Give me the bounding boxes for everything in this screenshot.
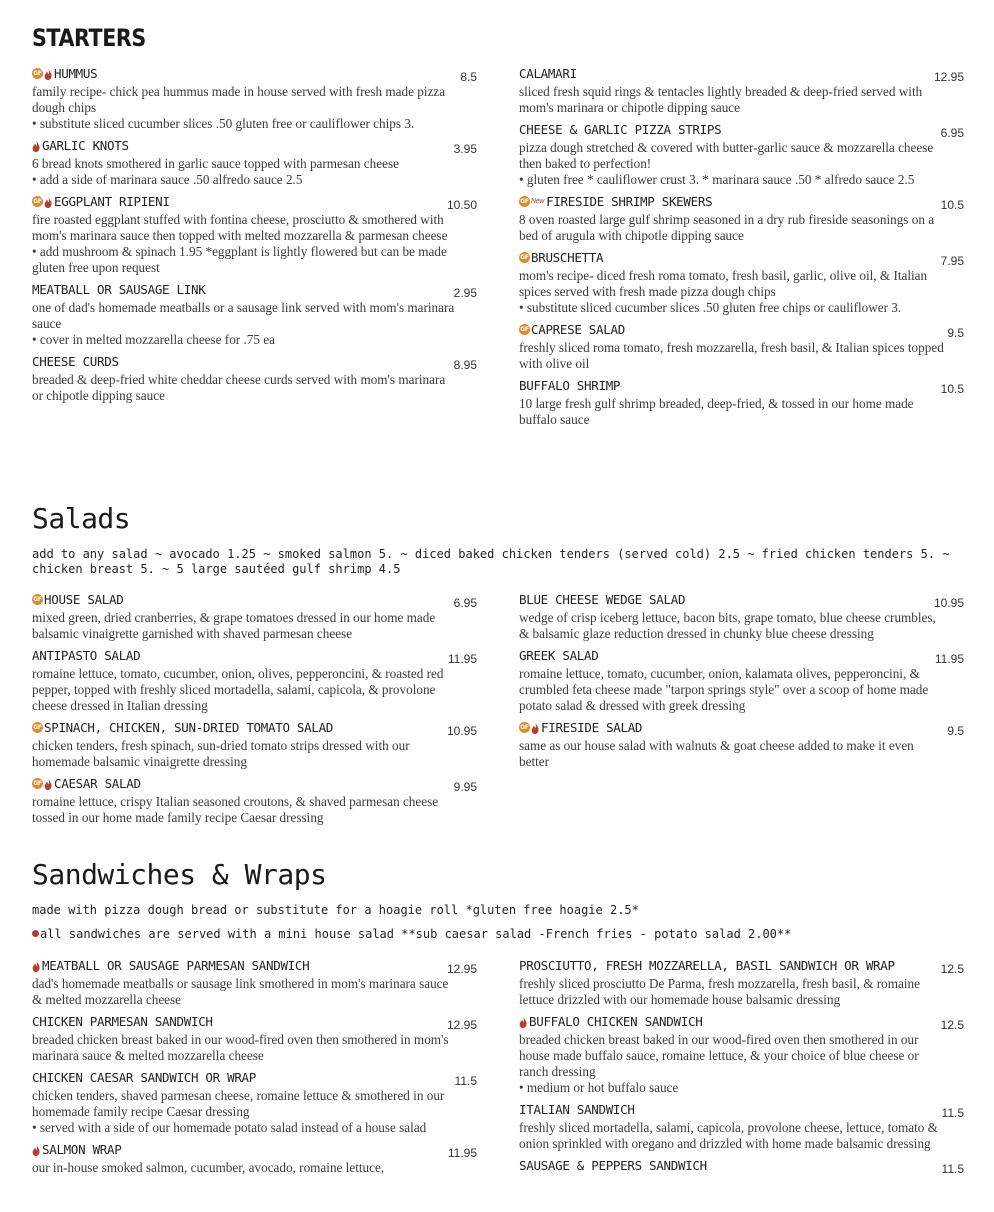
menu-item (519, 1014, 964, 1096)
menu-item (519, 1158, 964, 1174)
menu-item-name-text: EGGPLANT RIPIENI (54, 194, 170, 209)
fire-icon (531, 722, 539, 734)
menu-item-header (519, 378, 964, 394)
menu-item (519, 378, 964, 428)
sandwiches-heading: Sandwiches & Wraps (32, 858, 327, 891)
menu-item-name-text: HUMMUS (54, 66, 98, 81)
menu-item (519, 66, 964, 116)
menu-item (519, 1102, 964, 1152)
menu-item-description: chicken tenders, shaved parmesan cheese, romaine lettuce & smothered in our homemade family recipe Caesar dressing • served with a side of our homemade potato salad instead of a house salad (32, 1088, 445, 1135)
menu-item-price: 11.95 (447, 652, 477, 666)
menu-item (32, 1070, 477, 1136)
fire-icon (44, 196, 52, 208)
fire-icon (32, 960, 40, 972)
menu-item-header (32, 1014, 477, 1030)
menu-item-header (519, 250, 964, 266)
salads-addon-note: add to any salad ~ avocado 1.25 ~ smoked salmon 5. ~ diced baked chicken tenders (served cold) 2.5 ~ fried chicken tenders 5. ~ chicken breast 5. ~ 5 large sautéed gulf shrimp 4.5 (32, 547, 950, 576)
bullet-dot-icon (32, 930, 39, 937)
menu-item-price: 10.5 (940, 198, 964, 212)
menu-item-header (32, 282, 477, 298)
menu-item (32, 592, 477, 642)
menu-item-name (32, 1142, 121, 1157)
menu-item-name (519, 194, 712, 209)
menu-item-header (519, 1014, 964, 1030)
fire-icon (519, 1016, 527, 1028)
menu-item-header (32, 1142, 477, 1158)
menu-item-description: 6 bread knots smothered in garlic sauce topped with parmesan cheese • add a side of marinara sauce .50 alfredo sauce 2.5 (32, 156, 399, 187)
menu-item-header (32, 194, 477, 210)
menu-item-name (32, 958, 309, 973)
menu-item-name-text: HOUSE SALAD (44, 592, 124, 607)
menu-item-header (519, 1102, 964, 1118)
sandwiches-bread-note: made with pizza dough bread or substitute for a hoagie roll *gluten free hoagie 2.5* (32, 903, 639, 917)
menu-item (519, 250, 964, 316)
menu-item-price: 11.5 (454, 1074, 477, 1088)
menu-item-name (519, 720, 642, 735)
menu-item (32, 66, 477, 132)
fire-icon (32, 140, 40, 152)
menu-item-header (32, 138, 477, 154)
menu-item-description: breaded chicken breast baked in our wood-fired oven then smothered in mom's marinara sauce & melted mozzarella cheese (32, 1032, 449, 1063)
menu-item-name (32, 648, 140, 663)
menu-item (32, 648, 477, 714)
menu-item-header (32, 66, 477, 82)
gluten-free-icon: GF (33, 596, 42, 603)
menu-item (519, 122, 964, 188)
menu-item-price: 12.5 (940, 1018, 964, 1032)
menu-item-name (519, 322, 625, 337)
menu-item-description: breaded chicken breast baked in our wood-fired oven then smothered in our house made buffalo sauce, romaine lettuce, & your choice of blue cheese or ranch dressing • medium or hot buffalo sauce (519, 1032, 919, 1095)
menu-item-name-text: CALAMARI (519, 66, 577, 81)
menu-item-price: 8.95 (453, 358, 477, 372)
menu-item-name (519, 648, 598, 663)
menu-item-description: pizza dough stretched & covered with butter-garlic sauce & mozzarella cheese then baked to perfection! • gluten free * cauliflower crust 3. * marinara sauce .50 * alfredo sauce 2.5 (519, 140, 934, 187)
menu-item-name (519, 958, 895, 973)
menu-item-header (32, 592, 477, 608)
menu-item (32, 354, 477, 404)
menu-item-price: 7.95 (940, 254, 964, 268)
menu-item-header (32, 958, 477, 974)
menu-item-name (32, 138, 129, 153)
menu-item-description: romaine lettuce, tomato, cucumber, onion, kalamata olives, pepperoncini, & crumbled feta cheese made "tarpon springs style" over a scoop of home made potato salad & dressed with greek dressing (519, 666, 929, 713)
menu-item-price: 12.95 (446, 1018, 477, 1032)
menu-item-name-text: GARLIC KNOTS (42, 138, 129, 153)
menu-item-header (519, 194, 964, 210)
menu-item-name-text: BLUE CHEESE WEDGE SALAD (519, 592, 686, 607)
menu-item-name-text: BUFFALO CHICKEN SANDWICH (529, 1014, 703, 1029)
menu-item-header (519, 1158, 964, 1174)
menu-item-name (519, 378, 620, 393)
starters-left-column (32, 66, 477, 410)
menu-item-name (519, 1102, 635, 1117)
salads-heading: Salads (32, 502, 131, 535)
menu-item (519, 592, 964, 642)
menu-item-name (519, 592, 685, 607)
menu-item-header (519, 66, 964, 82)
menu-item-price: 8.5 (460, 70, 477, 84)
sandwiches-right-column (519, 958, 964, 1180)
menu-item (519, 648, 964, 714)
menu-item-price: 3.95 (453, 142, 477, 156)
gluten-free-icon: GF (520, 198, 529, 205)
menu-item-price: 12.95 (446, 962, 477, 976)
menu-item-header (32, 648, 477, 664)
menu-item-price: 6.95 (453, 596, 477, 610)
menu-item-description: romaine lettuce, tomato, cucumber, onion, olives, pepperoncini, & roasted red pepper, topped with freshly sliced mortadella, salami, capicola, & provolone cheese dressed in Italian dressing (32, 666, 444, 713)
menu-item-name-text: SALMON WRAP (42, 1142, 122, 1157)
menu-item-description: freshly sliced roma tomato, fresh mozzarella, fresh basil, & Italian spices topped with olive oil (519, 340, 944, 371)
menu-item-name-text: CAPRESE SALAD (531, 322, 625, 337)
menu-item-name-text: CHICKEN PARMESAN SANDWICH (32, 1014, 213, 1029)
menu-item-name (32, 720, 333, 735)
gluten-free-icon: GF (33, 780, 42, 787)
menu-item-price: 9.5 (947, 326, 964, 340)
menu-item-name-text: MEATBALL OR SAUSAGE LINK (32, 282, 206, 297)
menu-item-description: one of dad's homemade meatballs or a sausage link served with mom's marinara sauce • cover in melted mozzarella cheese for .75 ea (32, 300, 455, 347)
menu-item-name (519, 1158, 707, 1173)
menu-item-description: 8 oven roasted large gulf shrimp seasoned in a dry rub fireside seasonings on a bed of arugula with chipotle dipping sauce (519, 212, 935, 243)
menu-item-price: 6.95 (940, 126, 964, 140)
menu-item-header (32, 720, 477, 736)
menu-item (32, 1014, 477, 1064)
menu-item-header (519, 648, 964, 664)
menu-item-price: 12.95 (933, 70, 964, 84)
menu-item-price: 9.5 (947, 724, 964, 738)
menu-item-description: wedge of crisp iceberg lettuce, bacon bits, grape tomato, blue cheese crumbles, & balsamic glaze reduction dressed in chunky blue cheese dressing (519, 610, 936, 641)
menu-item-name-text: MEATBALL OR SAUSAGE PARMESAN SANDWICH (42, 958, 310, 973)
menu-item (519, 958, 964, 1008)
menu-item (32, 720, 477, 770)
menu-item-description: freshly sliced mortadella, salami, capicola, provolone cheese, lettuce, tomato & onion sprinkled with oregano and drizzled with home made balsamic dressing (519, 1120, 938, 1151)
menu-item-description: romaine lettuce, crispy Italian seasoned croutons, & shaved parmesan cheese tossed in our home made family recipe Caesar dressing (32, 794, 439, 825)
menu-item-header (519, 122, 964, 138)
menu-item-header (32, 354, 477, 370)
menu-item-name (32, 1070, 256, 1085)
menu-item-description: sliced fresh squid rings & tentacles lightly breaded & deep-fried served with mom's marinara or chipotle dipping sauce (519, 84, 923, 115)
new-badge-icon: New (531, 198, 545, 205)
menu-item (519, 720, 964, 770)
menu-item (32, 958, 477, 1008)
menu-item-name (519, 1014, 702, 1029)
menu-item-header (32, 1070, 477, 1086)
menu-item-header (519, 958, 964, 974)
fire-icon (44, 68, 52, 80)
salads-right-column (519, 592, 964, 776)
menu-item-price: 10.5 (940, 382, 964, 396)
menu-item-name-text: SPINACH, CHICKEN, SUN-DRIED TOMATO SALAD (44, 720, 334, 735)
menu-item-header (519, 322, 964, 338)
menu-item-price: 9.95 (453, 780, 477, 794)
menu-item-header (519, 720, 964, 736)
menu-item-price: 11.5 (941, 1106, 964, 1120)
menu-item (32, 194, 477, 276)
menu-item-name (32, 1014, 213, 1029)
menu-item-name (32, 776, 141, 791)
fire-icon (44, 778, 52, 790)
sandwiches-left-column (32, 958, 477, 1182)
menu-item-name-text: CHICKEN CAESAR SANDWICH OR WRAP (32, 1070, 256, 1085)
menu-item-name-text: PROSCIUTTO, FRESH MOZZARELLA, BASIL SANDWICH OR WRAP (519, 958, 895, 973)
menu-item-description: dad's homemade meatballs or sausage link smothered in mom's marinara sauce & melted mozzarella cheese (32, 976, 449, 1007)
starters-right-column (519, 66, 964, 434)
menu-item-name-text: ANTIPASTO SALAD (32, 648, 141, 663)
menu-item-price: 11.95 (447, 1146, 477, 1160)
menu-item-description: same as our house salad with walnuts & goat cheese added to make it even better (519, 738, 914, 769)
menu-item-description: mixed green, dried cranberries, & grape tomatoes dressed in our home made balsamic vinaigrette garnished with shaved parmesan cheese (32, 610, 436, 641)
menu-item-name (519, 122, 721, 137)
menu-item-price: 11.95 (934, 652, 964, 666)
menu-item-name-text: BRUSCHETTA (531, 250, 604, 265)
menu-item-header (519, 592, 964, 608)
menu-item-description: mom's recipe- diced fresh roma tomato, fresh basil, garlic, olive oil, & Italian spices served with fresh made pizza dough chips • substitute sliced cucumber slices .50 gluten free chips or cauliflower 3. (519, 268, 928, 315)
gluten-free-icon: GF (33, 70, 42, 77)
menu-item-name (32, 282, 205, 297)
menu-item-price: 12.5 (940, 962, 964, 976)
menu-item-name (32, 194, 170, 209)
menu-item-header (32, 776, 477, 792)
menu-item-name-text: CHEESE CURDS (32, 354, 119, 369)
starters-heading: STARTERS (32, 24, 146, 52)
menu-item-name-text: ITALIAN SANDWICH (519, 1102, 635, 1117)
menu-item-name-text: FIRESIDE SHRIMP SKEWERS (546, 194, 713, 209)
menu-item (32, 776, 477, 826)
menu-item-price: 10.95 (933, 596, 964, 610)
menu-item-price: 2.95 (453, 286, 477, 300)
gluten-free-icon: GF (520, 724, 529, 731)
menu-item (32, 138, 477, 188)
sandwiches-sides-note (32, 927, 964, 942)
menu-item-price: 11.5 (941, 1162, 964, 1176)
salads-left-column (32, 592, 477, 832)
menu-item (519, 194, 964, 244)
menu-item-description: freshly sliced prosciutto De Parma, fresh mozzarella, fresh basil, & romaine lettuce drizzled with our homemade house balsamic dressing (519, 976, 920, 1007)
menu-item-name-text: FIRESIDE SALAD (541, 720, 643, 735)
gluten-free-icon: GF (33, 724, 42, 731)
menu-item (32, 282, 477, 348)
menu-item-description: chicken tenders, fresh spinach, sun-dried tomato strips dressed with our homemade balsamic vinaigrette dressing (32, 738, 410, 769)
sandwiches-sides-note-text: all sandwiches are served with a mini house salad **sub caesar salad -French fries - potato salad 2.00** (40, 927, 792, 941)
menu-item-name-text: BUFFALO SHRIMP (519, 378, 621, 393)
gluten-free-icon: GF (33, 198, 42, 205)
menu-item-name (32, 66, 97, 81)
menu-item-description: family recipe- chick pea hummus made in house served with fresh made pizza dough chips • substitute sliced cucumber slices .50 gluten free or cauliflower chips 3. (32, 84, 446, 131)
menu-item-description: 10 large fresh gulf shrimp breaded, deep-fried, & tossed in our home made buffalo sauce (519, 396, 914, 427)
menu-item-name-text: CAESAR SALAD (54, 776, 141, 791)
fire-icon (32, 1144, 40, 1156)
menu-item-name-text: SAUSAGE & PEPPERS SANDWICH (519, 1158, 707, 1173)
gluten-free-icon: GF (520, 326, 529, 333)
menu-item-name (519, 66, 577, 81)
menu-item-description: our in-house smoked salmon, cucumber, avocado, romaine lettuce, (32, 1160, 385, 1175)
menu-item-description: breaded & deep-fried white cheddar cheese curds served with mom's marinara or chipotle dipping sauce (32, 372, 446, 403)
menu-item (32, 1142, 477, 1176)
gluten-free-icon: GF (520, 254, 529, 261)
menu-item-price: 10.95 (446, 724, 477, 738)
menu-item-name (519, 250, 603, 265)
menu-item-description: fire roasted eggplant stuffed with fontina cheese, prosciutto & smothered with mom's marinara sauce then topped with melted mozzarella & parmesan cheese • add mushroom & spinach 1.95 *eggplant is lightly flowered but can be made gluten free upon request (32, 212, 448, 275)
menu-item-price: 10.50 (446, 198, 477, 212)
menu-item-name (32, 592, 123, 607)
menu-item-name-text: CHEESE & GARLIC PIZZA STRIPS (519, 122, 722, 137)
menu-item-name (32, 354, 119, 369)
menu-item (519, 322, 964, 372)
menu-item-name-text: GREEK SALAD (519, 648, 599, 663)
